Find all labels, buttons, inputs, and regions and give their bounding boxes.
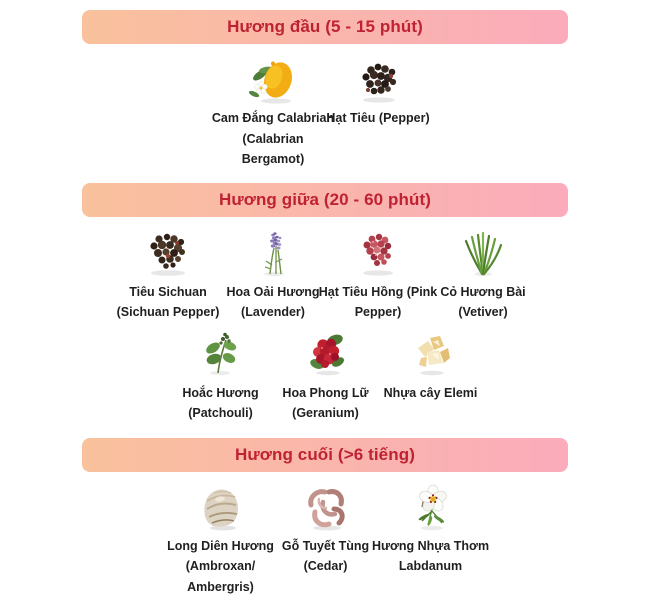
note-image (295, 483, 357, 531)
note-image (452, 229, 514, 277)
banner-base-notes (82, 438, 568, 472)
note-image (137, 229, 199, 277)
note-item-geranium (273, 330, 378, 424)
note-label: Long Diên Hương (Ambroxan/ Ambergris) (167, 538, 274, 594)
sichuan-pepper-icon (137, 229, 199, 277)
note-label: Nhựa cây Elemi (383, 385, 478, 400)
patchouli-icon (190, 330, 252, 376)
note-item-elemi (378, 330, 483, 404)
note-label: Tiêu Sichuan (Sichuan Pepper) (116, 284, 220, 319)
geranium-icon (295, 330, 357, 376)
note-item-sichuan-pepper (116, 229, 221, 323)
black-pepper-icon (347, 58, 409, 104)
note-image (400, 330, 462, 376)
note-image (190, 330, 252, 376)
note-item-patchouli (168, 330, 273, 424)
note-item-lavender (221, 229, 326, 323)
top-notes-row (0, 58, 651, 170)
note-image (347, 58, 409, 104)
note-label: Cỏ Hương Bài (Vetiver) (440, 284, 526, 319)
note-item-pink-pepper (318, 229, 438, 323)
note-label: Hoa Oải Hương (Lavender) (226, 284, 320, 319)
lavender-icon (242, 229, 304, 277)
note-item-labdanum (371, 483, 490, 577)
base-notes-row (0, 483, 651, 598)
pink-pepper-icon (347, 229, 409, 277)
note-item-bergamot (211, 58, 335, 170)
bergamot-icon (242, 58, 304, 104)
note-image (190, 483, 252, 531)
note-image (242, 229, 304, 277)
middle-notes-row-1 (0, 229, 651, 323)
note-label: Hạt Tiêu Hồng (Pink Pepper) (318, 284, 438, 319)
note-image (347, 229, 409, 277)
note-image (400, 483, 462, 531)
banner-base-notes-title: Hương cuối (>6 tiếng) (235, 444, 415, 464)
note-image (242, 58, 304, 104)
note-label: Hoắc Hương (Patchouli) (182, 385, 259, 420)
ambergris-icon (190, 483, 252, 531)
note-image (295, 330, 357, 376)
cedar-icon (295, 483, 357, 531)
note-label: Cam Đắng Calabrian (Calabrian Bergamot) (211, 111, 335, 166)
vetiver-icon (452, 229, 514, 277)
note-item-ambergris (168, 483, 273, 598)
labdanum-icon (400, 483, 462, 531)
banner-top-notes-title: Hương đầu (5 - 15 phút) (227, 17, 423, 36)
banner-middle-notes-title: Hương giữa (20 - 60 phút) (218, 189, 432, 209)
elemi-icon (400, 330, 462, 376)
note-label: Hương Nhựa Thơm Labdanum (371, 538, 490, 573)
middle-notes-row-2 (0, 330, 651, 424)
banner-top-notes (82, 10, 568, 44)
banner-middle-notes (82, 183, 568, 217)
note-label: Hoa Phong Lữ (Geranium) (282, 385, 369, 420)
note-item-black-pepper (326, 58, 431, 129)
note-label: Gỗ Tuyết Tùng (Cedar) (281, 538, 370, 573)
note-label: Hạt Tiêu (Pepper) (326, 111, 430, 125)
note-item-vetiver (431, 229, 536, 323)
note-item-cedar (273, 483, 378, 577)
